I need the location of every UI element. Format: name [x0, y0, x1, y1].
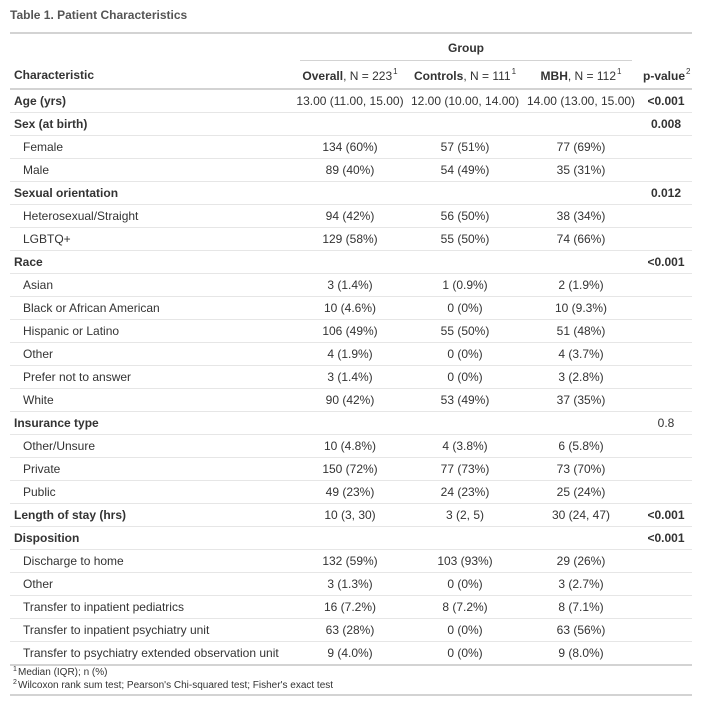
- overall-cell: [292, 182, 408, 205]
- mbh-cell: 8 (7.1%): [522, 596, 640, 619]
- overall-cell: 3 (1.4%): [292, 274, 408, 297]
- table-row: [10, 504, 692, 527]
- row-label: Transfer to psychiatry extended observation unit: [10, 642, 292, 666]
- overall-cell: [292, 113, 408, 136]
- table-row: [10, 458, 692, 481]
- mbh-cell: [522, 113, 640, 136]
- controls-cell: 0 (0%): [408, 297, 522, 320]
- row-label: Age (yrs): [10, 89, 292, 113]
- row-label: Other: [10, 343, 292, 366]
- mbh-cell: 30 (24, 47): [522, 504, 640, 527]
- mbh-cell: 25 (24%): [522, 481, 640, 504]
- p-value-cell: [640, 320, 692, 343]
- table-row: [10, 136, 692, 159]
- table-row: [10, 297, 692, 320]
- group-spanner-header: Group: [292, 34, 640, 61]
- overall-cell: 132 (59%): [292, 550, 408, 573]
- controls-cell: 1 (0.9%): [408, 274, 522, 297]
- mbh-cell: 2 (1.9%): [522, 274, 640, 297]
- row-label: Insurance type: [10, 412, 292, 435]
- mbh-cell: 6 (5.8%): [522, 435, 640, 458]
- controls-cell: [408, 412, 522, 435]
- row-label: Private: [10, 458, 292, 481]
- overall-cell: 134 (60%): [292, 136, 408, 159]
- controls-cell: 24 (23%): [408, 481, 522, 504]
- overall-cell: 4 (1.9%): [292, 343, 408, 366]
- mbh-cell: 3 (2.7%): [522, 573, 640, 596]
- p-value-cell: [640, 205, 692, 228]
- p-value-cell: <0.001: [640, 89, 692, 113]
- mbh-cell: 3 (2.8%): [522, 366, 640, 389]
- overall-cell: 10 (3, 30): [292, 504, 408, 527]
- mbh-cell: [522, 412, 640, 435]
- table-row: [10, 251, 692, 274]
- overall-cell: 3 (1.4%): [292, 366, 408, 389]
- overall-cell: 89 (40%): [292, 159, 408, 182]
- table-row: [10, 366, 692, 389]
- table-title: Table 1. Patient Characteristics: [10, 8, 188, 22]
- controls-cell: 12.00 (10.00, 14.00): [408, 89, 522, 113]
- overall-cell: 49 (23%): [292, 481, 408, 504]
- controls-cell: 57 (51%): [408, 136, 522, 159]
- p-value-cell: [640, 642, 692, 666]
- table-body: [10, 89, 692, 665]
- row-label: Transfer to inpatient pediatrics: [10, 596, 292, 619]
- overall-cell: 13.00 (11.00, 15.00): [292, 89, 408, 113]
- mbh-cell: 37 (35%): [522, 389, 640, 412]
- patient-characteristics-table: [10, 32, 692, 696]
- row-label: Hispanic or Latino: [10, 320, 292, 343]
- row-label: Disposition: [10, 527, 292, 550]
- p-value-cell: [640, 596, 692, 619]
- controls-cell: [408, 527, 522, 550]
- p-value-cell: [640, 297, 692, 320]
- row-label: Black or African American: [10, 297, 292, 320]
- overall-cell: [292, 527, 408, 550]
- p-value-cell: 0.012: [640, 182, 692, 205]
- table-row: [10, 205, 692, 228]
- table-row: [10, 481, 692, 504]
- controls-cell: [408, 182, 522, 205]
- controls-cell: 0 (0%): [408, 343, 522, 366]
- mbh-cell: 4 (3.7%): [522, 343, 640, 366]
- mbh-cell: 29 (26%): [522, 550, 640, 573]
- controls-cell: 0 (0%): [408, 642, 522, 666]
- mbh-cell: [522, 527, 640, 550]
- row-label: Prefer not to answer: [10, 366, 292, 389]
- table-row: [10, 274, 692, 297]
- table-row: [10, 596, 692, 619]
- table-row: [10, 113, 692, 136]
- overall-cell: 90 (42%): [292, 389, 408, 412]
- table-row: [10, 228, 692, 251]
- overall-cell: 10 (4.8%): [292, 435, 408, 458]
- controls-cell: 3 (2, 5): [408, 504, 522, 527]
- p-value-cell: [640, 389, 692, 412]
- table-row: [10, 159, 692, 182]
- p-value-cell: [640, 573, 692, 596]
- overall-cell: 9 (4.0%): [292, 642, 408, 666]
- controls-cell: 54 (49%): [408, 159, 522, 182]
- footnote: 1 Median (IQR); n (%): [13, 666, 108, 678]
- p-value-cell: [640, 458, 692, 481]
- controls-cell: 8 (7.2%): [408, 596, 522, 619]
- controls-column-header: Controls, $N = 111^1$: [408, 61, 522, 89]
- controls-cell: 0 (0%): [408, 366, 522, 389]
- row-label: Asian: [10, 274, 292, 297]
- mbh-cell: 63 (56%): [522, 619, 640, 642]
- overall-cell: 16 (7.2%): [292, 596, 408, 619]
- p-value-cell: <0.001: [640, 527, 692, 550]
- overall-cell: 94 (42%): [292, 205, 408, 228]
- overall-cell: [292, 412, 408, 435]
- row-label: Transfer to inpatient psychiatry unit: [10, 619, 292, 642]
- controls-cell: [408, 113, 522, 136]
- controls-cell: [408, 251, 522, 274]
- p-value-cell: [640, 619, 692, 642]
- controls-cell: 0 (0%): [408, 573, 522, 596]
- mbh-cell: 77 (69%): [522, 136, 640, 159]
- mbh-cell: 35 (31%): [522, 159, 640, 182]
- p-value-cell: [640, 159, 692, 182]
- row-label: Heterosexual/Straight: [10, 205, 292, 228]
- controls-cell: 53 (49%): [408, 389, 522, 412]
- table-row: [10, 182, 692, 205]
- table-row: [10, 573, 692, 596]
- mbh-cell: 51 (48%): [522, 320, 640, 343]
- table-footnotes: [10, 666, 692, 696]
- p-value-cell: 0.8: [640, 412, 692, 435]
- row-label: Public: [10, 481, 292, 504]
- table-row: [10, 389, 692, 412]
- p-value-cell: [640, 274, 692, 297]
- overall-cell: [292, 251, 408, 274]
- p-value-cell: [640, 481, 692, 504]
- row-label: White: [10, 389, 292, 412]
- mbh-cell: [522, 251, 640, 274]
- row-label: Race: [10, 251, 292, 274]
- p-value-cell: [640, 550, 692, 573]
- controls-cell: 55 (50%): [408, 320, 522, 343]
- mbh-cell: 74 (66%): [522, 228, 640, 251]
- p-value-cell: [640, 228, 692, 251]
- table-row: [10, 320, 692, 343]
- characteristic-column-header: Characteristic: [10, 61, 292, 89]
- row-label: LGBTQ+: [10, 228, 292, 251]
- row-label: Discharge to home: [10, 550, 292, 573]
- row-label: Other/Unsure: [10, 435, 292, 458]
- row-label: Length of stay (hrs): [10, 504, 292, 527]
- mbh-cell: [522, 182, 640, 205]
- mbh-column-header: MBH, $N = 112^1$: [522, 61, 640, 89]
- p-value-cell: [640, 136, 692, 159]
- mbh-cell: 38 (34%): [522, 205, 640, 228]
- controls-cell: 4 (3.8%): [408, 435, 522, 458]
- controls-cell: 103 (93%): [408, 550, 522, 573]
- table-row: [10, 412, 692, 435]
- row-label: Sexual orientation: [10, 182, 292, 205]
- overall-column-header: Overall, $N = 223^1$: [292, 61, 408, 89]
- table-row: [10, 527, 692, 550]
- p-value-cell: <0.001: [640, 251, 692, 274]
- p-value-cell: [640, 366, 692, 389]
- row-label: Other: [10, 573, 292, 596]
- table-row: [10, 435, 692, 458]
- mbh-cell: 14.00 (13.00, 15.00): [522, 89, 640, 113]
- p-value-cell: [640, 435, 692, 458]
- p-value-cell: <0.001: [640, 504, 692, 527]
- overall-cell: 129 (58%): [292, 228, 408, 251]
- mbh-cell: 9 (8.0%): [522, 642, 640, 666]
- mbh-cell: 10 (9.3%): [522, 297, 640, 320]
- row-label: Male: [10, 159, 292, 182]
- table-row: [10, 642, 692, 666]
- controls-cell: 55 (50%): [408, 228, 522, 251]
- overall-cell: 106 (49%): [292, 320, 408, 343]
- p-value-cell: [640, 343, 692, 366]
- controls-cell: 0 (0%): [408, 619, 522, 642]
- table-row: [10, 343, 692, 366]
- table-row: [10, 89, 692, 113]
- p-value-cell: 0.008: [640, 113, 692, 136]
- overall-cell: 150 (72%): [292, 458, 408, 481]
- overall-cell: 3 (1.3%): [292, 573, 408, 596]
- controls-cell: 56 (50%): [408, 205, 522, 228]
- row-label: Sex (at birth): [10, 113, 292, 136]
- row-label: Female: [10, 136, 292, 159]
- controls-cell: 77 (73%): [408, 458, 522, 481]
- footnote: 2 Wilcoxon rank sum test; Pearson's Chi-squared test; Fisher's exact test: [13, 679, 334, 691]
- table-row: [10, 619, 692, 642]
- mbh-cell: 73 (70%): [522, 458, 640, 481]
- overall-cell: 10 (4.6%): [292, 297, 408, 320]
- p-value-column-header: p-value$^2$: [640, 61, 692, 89]
- overall-cell: 63 (28%): [292, 619, 408, 642]
- table-row: [10, 550, 692, 573]
